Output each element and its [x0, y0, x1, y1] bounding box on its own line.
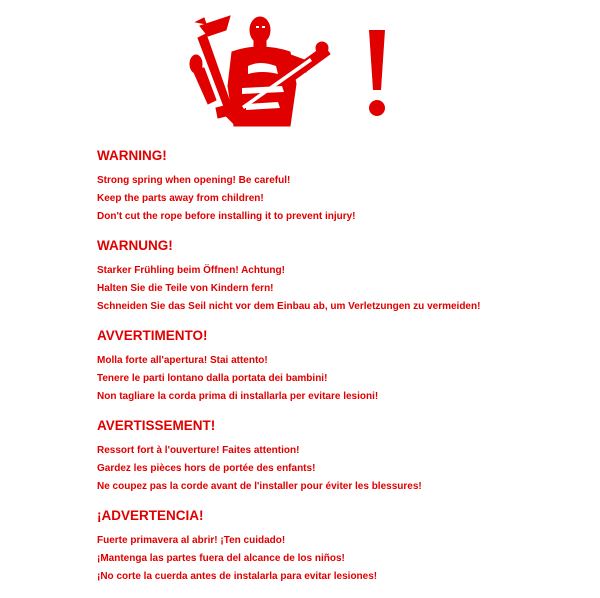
- warning-sections: [96, 148, 586, 598]
- section-heading: AVVERTIMENTO!: [97, 328, 208, 343]
- warning-section-spanish: [96, 508, 586, 586]
- warning-line: ¡No corte la cuerda antes de instalarla para evitar lesiones!: [97, 571, 378, 582]
- warning-line: Non tagliare la corda prima di installarla per evitare lesioni!: [97, 391, 379, 402]
- warning-line: Molla forte all'apertura! Stai attento!: [97, 355, 268, 366]
- warning-line: Schneiden Sie das Seil nicht vor dem Einbau ab, um Verletzungen zu vermeiden!: [97, 301, 481, 312]
- section-heading: WARNUNG!: [97, 238, 173, 253]
- warning-section-french: [96, 418, 586, 496]
- section-heading: AVERTISSEMENT!: [97, 418, 216, 433]
- warning-section-english: [96, 148, 586, 226]
- warning-line: Ne coupez pas la corde avant de l'installer pour éviter les blessures!: [97, 481, 422, 492]
- warning-line: Gardez les pièces hors de portée des enfants!: [97, 463, 316, 474]
- section-heading: WARNING!: [97, 148, 167, 163]
- warning-section-italian: [96, 328, 586, 406]
- warning-line: Keep the parts away from children!: [97, 193, 264, 204]
- warning-section-german: [96, 238, 586, 316]
- warning-line: Halten Sie die Teile von Kindern fern!: [97, 283, 274, 294]
- warning-line: Don't cut the rope before installing it to prevent injury!: [97, 211, 356, 222]
- exclamation-mark-icon: [360, 28, 394, 120]
- warning-line: Tenere le parti lontano dalla portata dei bambini!: [97, 373, 328, 384]
- warning-line: Strong spring when opening! Be careful!: [97, 175, 291, 186]
- section-heading: ¡ADVERTENCIA!: [97, 508, 204, 523]
- warning-line: Ressort fort à l'ouverture! Faites attention!: [97, 445, 300, 456]
- warning-line: ¡Mantenga las partes fuera del alcance de los niños!: [97, 553, 345, 564]
- warning-line: Fuerte primavera al abrir! ¡Ten cuidado!: [97, 535, 286, 546]
- warning-line: Starker Frühling beim Öffnen! Achtung!: [97, 265, 285, 276]
- worker-with-saw-icon: [186, 8, 336, 133]
